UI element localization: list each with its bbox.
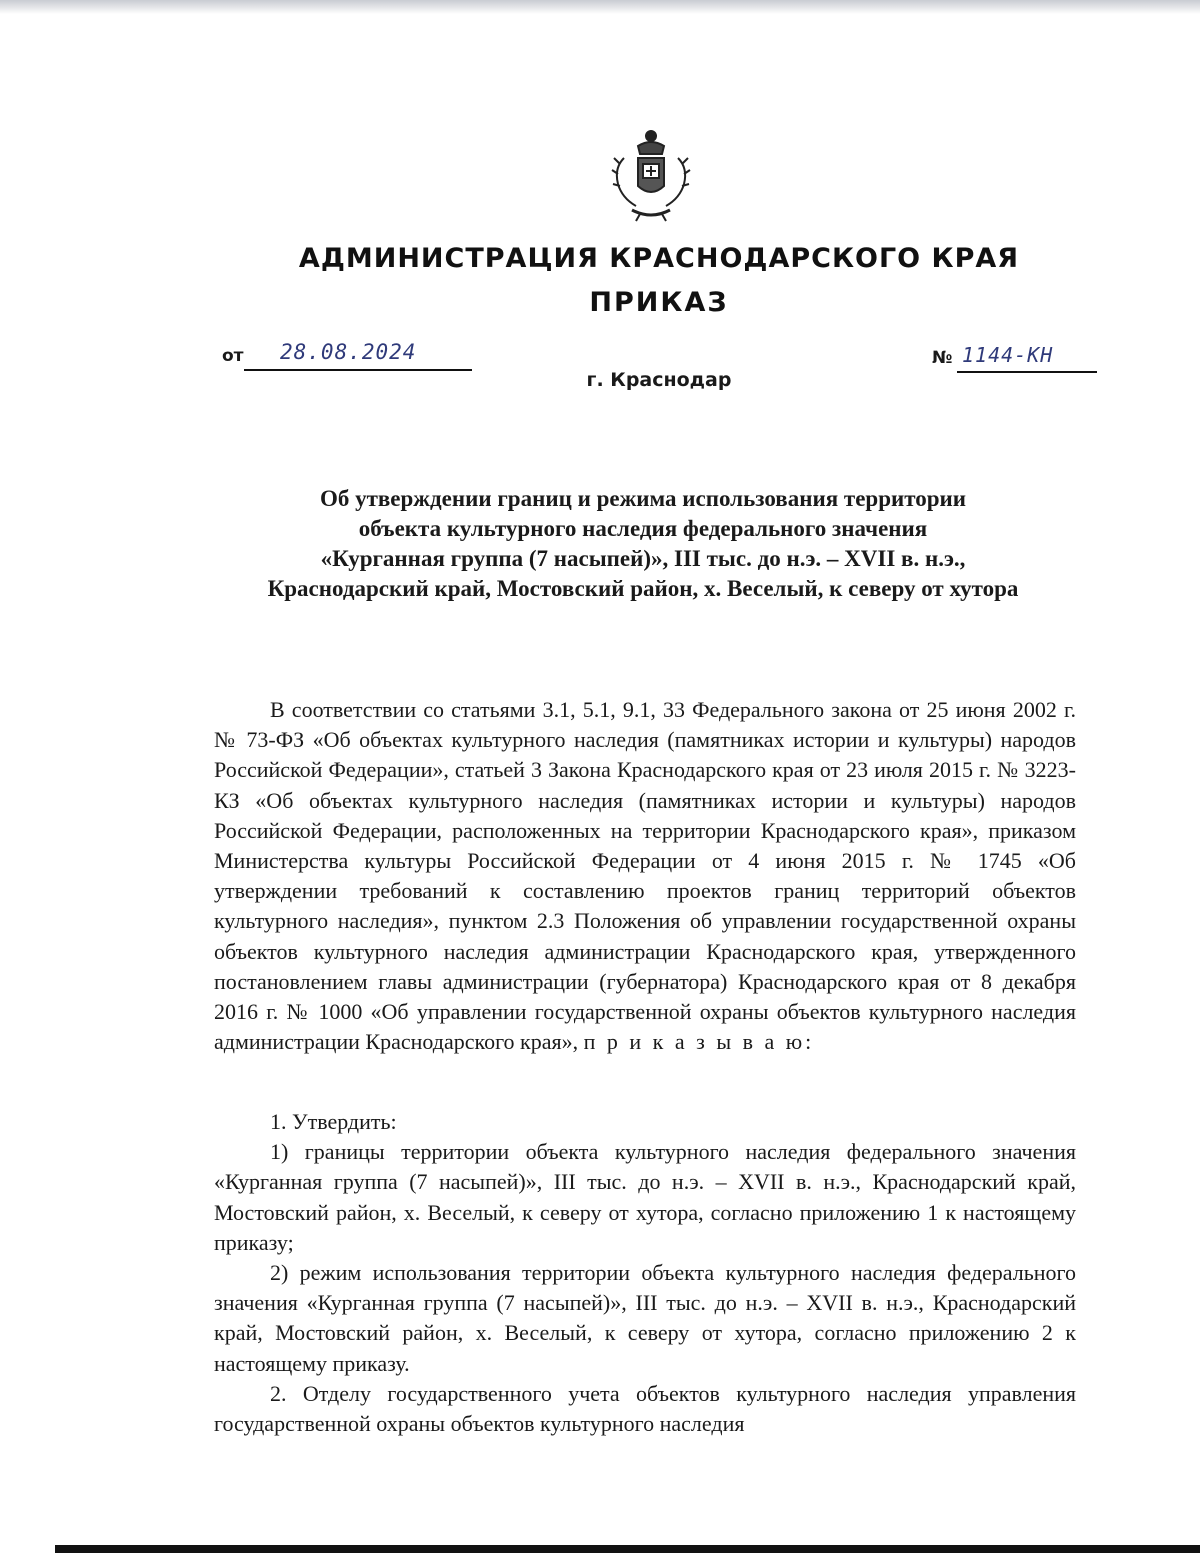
handwritten-date: 28.08.2024 [280, 340, 417, 364]
item-1: 1. Утвердить: [270, 1109, 397, 1134]
city-name: г. Краснодар [586, 369, 732, 391]
number-label: № [932, 348, 953, 368]
item-1-2: 2) режим использования территории объекта культурного наследия федерального значения «Курганная группа (7 насыпей)», III тыс. до н.э. – XVII в. н.э., Краснодарский край, Мостовский район, х. Веселый, к северу от хутора, согласно приложению 2 к настоящему приказу. [214, 1260, 1076, 1376]
date-label: от [222, 346, 244, 366]
title-line: Об утверждении границ и режима использования территории [319, 486, 967, 511]
document-title [210, 484, 1076, 604]
scan-edge-bottom [55, 1545, 1200, 1553]
title-line: Краснодарский край, Мостовский район, х. Веселый, к северу от хутора [267, 576, 1019, 601]
organization-name: АДМИНИСТРАЦИЯ КРАСНОДАРСКОГО КРАЯ [298, 243, 1020, 274]
preamble-text: В соответствии со статьями 3.1, 5.1, 9.1, 33 Федерального закона от 25 июня 2002 г. № 73-ФЗ «Об объектах культурного наследия (памятниках истории и культуры) народов Российской Федерации», статьей 3 Закона Краснодарского края от 23 июля 2015 г. № 3223-КЗ «Об объектах культурного наследия (памятниках истории и культуры) народов Российской Федерации, расположенных на территории Краснодарского края», приказом Министерства культуры Российской Федерации от 4 июня 2015 г. № 1745 «Об утверждении требований к составлению проектов границ территорий объектов культурного наследия», пунктом 2.3 Положения об управлении государственной охраны объектов культурного наследия администрации Краснодарского края, утвержденного постановлением главы администрации (губернатора) Краснодарского края от 8 декабря 2016 г. № 1000 «Об управлении государственной охраны объектов культурного наследия администрации Краснодарского края», [214, 697, 1076, 1055]
scan-edge-top [0, 0, 1200, 14]
preamble-paragraph [214, 695, 1076, 1057]
document-type: ПРИКАЗ [589, 287, 729, 318]
title-line: «Курганная группа (7 насыпей)», III тыс. до н.э. – XVII в. н.э., [320, 546, 966, 571]
order-items [214, 1107, 1076, 1439]
order-word: п р и к а з ы в а ю: [583, 1029, 815, 1055]
coat-of-arms-icon [610, 128, 692, 223]
item-2: 2. Отделу государственного учета объектов культурного наследия управления государственной охраны объектов культурного наследия [214, 1380, 1076, 1437]
title-line: объекта культурного наследия федерального значения [358, 516, 928, 541]
handwritten-number: 1144-КН [962, 343, 1054, 367]
number-underline [957, 371, 1097, 373]
item-1-1: 1) границы территории объекта культурного наследия федерального значения «Курганная группа (7 насыпей)», III тыс. до н.э. – XVII в. н.э., Краснодарский край, Мостовский район, х. Веселый, к северу от хутора, согласно приложению 1 к настоящему приказу; [214, 1139, 1076, 1255]
